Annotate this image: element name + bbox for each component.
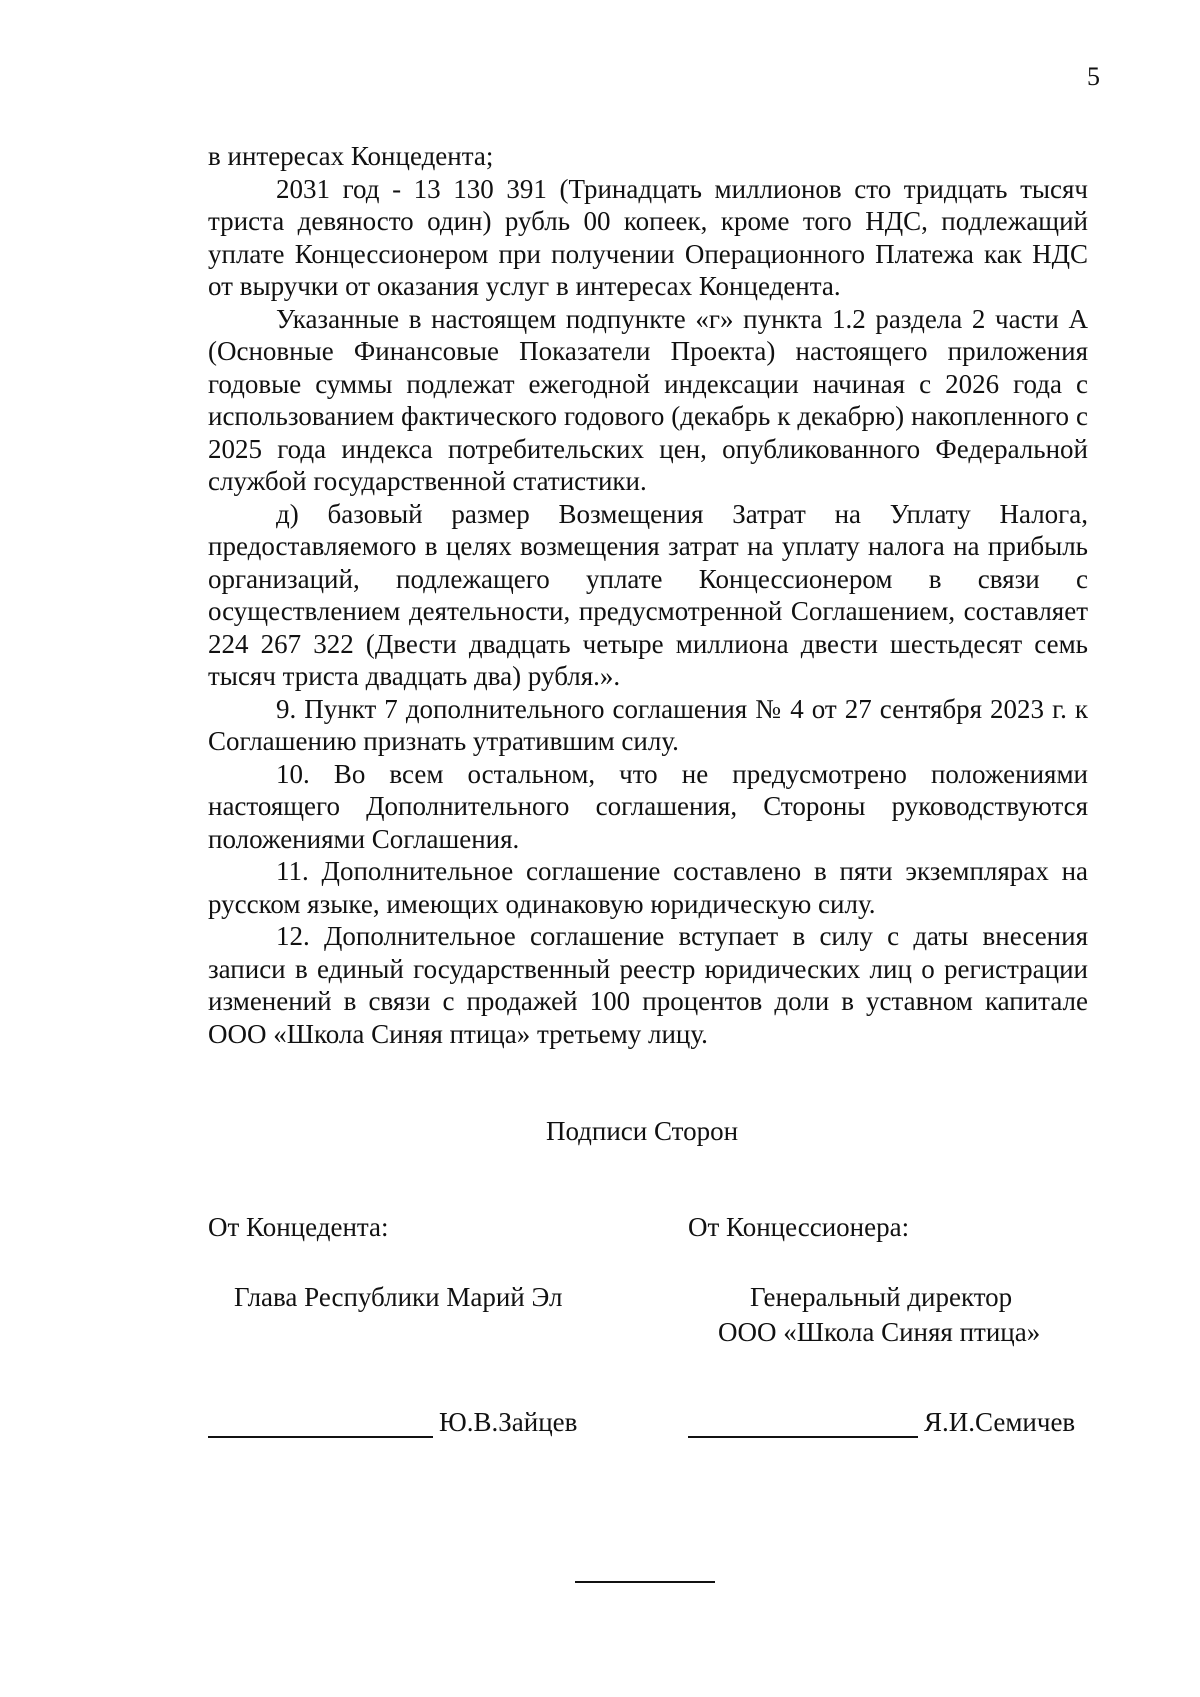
paragraph-indexation: Указанные в настоящем подпункте «г» пункта 1.2 раздела 2 части А (Основные Финансовые Показатели Проекта) настоящего приложения годовые суммы подлежат ежегодной индексации начиная с 2026 года с использованием фактического годового (декабрь к декабрю) накопленного с 2025 года индекса потребительских цен, опубликованного Федеральной службой государственной статистики. — [208, 303, 1088, 496]
paragraph-continuation: в интересах Концедента; — [208, 141, 494, 171]
concedent-role: Глава Республики Марий Эл — [234, 1282, 563, 1312]
concedent-name: Ю.В.Зайцев — [439, 1407, 578, 1437]
concessionaire-signature-line — [688, 1410, 918, 1438]
paragraph-clause-11: 11. Дополнительное соглашение составлено в пяти экземплярах на русском языке, имеющих одинаковую юридическую силу. — [208, 856, 1088, 919]
page-number: 5 — [1087, 62, 1100, 91]
end-of-document-rule — [575, 1581, 715, 1583]
paragraph-clause-9: 9. Пункт 7 дополнительного соглашения № 4 от 27 сентября 2023 г. к Соглашению признать утратившим силу. — [208, 693, 1088, 756]
concedent-signature-block — [208, 1407, 577, 1438]
signatures-title: Подписи Сторон — [545, 1116, 739, 1146]
paragraph-tax-reimbursement: д) базовый размер Возмещения Затрат на Уплату Налога, предоставляемого в целях возмещения затрат на уплату налога на прибыль организаций, подлежащего уплате Концессионером в связи с осуществлением деятельности, предусмотренной Соглашением, составляет 224 267 322 (Двести двадцать четыре миллиона двести шестьдесят семь тысяч триста двадцать два) рубля.». — [208, 498, 1088, 691]
paragraph-clause-10: 10. Во всем остальном, что не предусмотрено положениями настоящего Дополнительного соглашения, Стороны руководствуются положениями Соглашения. — [208, 758, 1088, 854]
document-body — [208, 140, 1088, 1050]
concessionaire-signature-block — [688, 1407, 1075, 1438]
concessionaire-name: Я.И.Семичев — [924, 1407, 1076, 1437]
concedent-signature-line — [208, 1410, 433, 1438]
concessionaire-role-line2: ООО «Школа Синяя птица» — [718, 1317, 1041, 1347]
concessionaire-label: От Концессионера: — [688, 1212, 910, 1242]
paragraph-2031-payment: 2031 год - 13 130 391 (Тринадцать миллионов сто тридцать тысяч триста девяносто один) рубль 00 копеек, кроме того НДС, подлежащий уплате Концессионером при получении Операционного Платежа как НДС от выручки от оказания услуг в интересах Концедента. — [208, 173, 1088, 301]
paragraph-clause-12: 12. Дополнительное соглашение вступает в силу с даты внесения записи в единый государственный реестр юридических лиц о регистрации изменений в связи с продажей 100 процентов доли в уставном капитале ООО «Школа Синяя птица» третьему лицу. — [208, 921, 1088, 1049]
concessionaire-role-line1: Генеральный директор — [750, 1282, 1013, 1312]
concedent-label: От Концедента: — [208, 1212, 389, 1242]
